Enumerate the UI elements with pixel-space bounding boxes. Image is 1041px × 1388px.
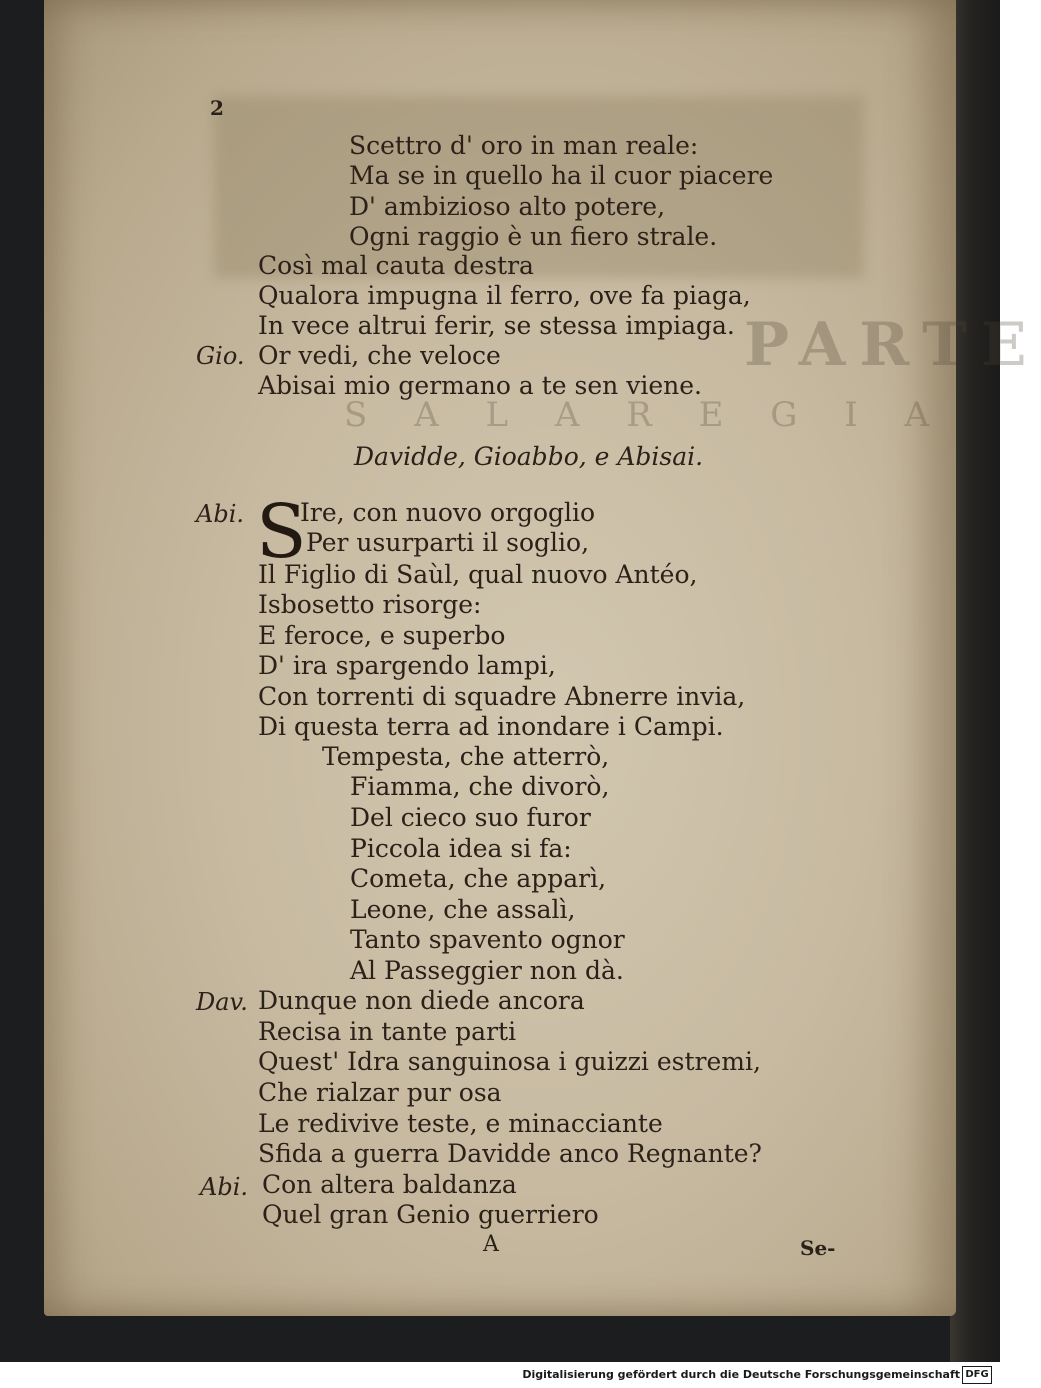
verse-line: Fiamma, che divorò, (350, 772, 610, 801)
verse-line: Così mal cauta destra (258, 251, 534, 280)
verse-line: Che rialzar pur osa (258, 1078, 502, 1107)
verse-line: Recisa in tante parti (258, 1017, 517, 1046)
verse-line: Abisai mio germano a te sen viene. (258, 371, 702, 400)
verse-line: Quel gran Genio guerriero (262, 1200, 599, 1229)
verse-line: E feroce, e superbo (258, 621, 506, 650)
bleed-through-text: PARTE (744, 310, 1041, 380)
verse-line: Leone, che assalì, (350, 895, 576, 924)
verse-line: D' ira spargendo lampi, (258, 651, 556, 680)
speaker-label: Gio. (196, 342, 245, 370)
speaker-label: Dav. (196, 988, 248, 1016)
verse-line: Con torrenti di squadre Abnerre invia, (258, 682, 746, 711)
verse-line: Isbosetto risorge: (258, 590, 482, 619)
verse-line: Dunque non diede ancora (258, 986, 585, 1015)
verse-line: Tanto spavento ognor (350, 925, 625, 954)
verse-line: Scettro d' oro in man reale: (349, 131, 699, 160)
verse-line: Cometa, che apparì, (350, 864, 607, 893)
verse-line: Piccola idea si fa: (350, 834, 572, 863)
verse-line: Ogni raggio è un fiero strale. (349, 222, 718, 251)
verse-line: Tempesta, che atterrò, (322, 742, 610, 771)
speaker-label: Abi. (200, 1173, 248, 1201)
catchword: Se- (800, 1236, 836, 1260)
verse-line: Per usurparti il soglio, (306, 528, 590, 557)
verse-line: Or vedi, che veloce (258, 341, 501, 370)
verse-line: Quest' Idra sanguinosa i guizzi estremi, (258, 1047, 761, 1076)
signature-mark: A (483, 1232, 499, 1257)
verse-line: Ma se in quello ha il cuor piacere (349, 161, 774, 190)
verse-line: Qualora impugna il ferro, ove fa piaga, (258, 281, 751, 310)
speaker-label: Abi. (196, 500, 244, 528)
bleed-through-text: S A L A R E G I A (344, 395, 948, 435)
scene-heading: Davidde, Gioabbo, e Abisai. (354, 442, 704, 471)
verse-line: Sfida a guerra Davidde anco Regnante? (258, 1139, 762, 1168)
verse-line: Al Passeggier non dà. (350, 956, 624, 985)
verse-line: Il Figlio di Saùl, qual nuovo Antéo, (258, 560, 698, 589)
footer-bar (0, 1362, 1000, 1388)
verse-line: Del cieco suo furor (350, 803, 591, 832)
verse-line: Con altera baldanza (262, 1170, 517, 1199)
dfg-logo-icon: DFG (962, 1366, 992, 1384)
verse-line: Ire, con nuovo orgoglio (300, 498, 596, 527)
verse-line: Le redivive teste, e minacciante (258, 1109, 663, 1138)
drop-capital: S (256, 489, 307, 575)
verse-line: D' ambizioso alto potere, (349, 192, 666, 221)
verse-line: Di questa terra ad inondare i Campi. (258, 712, 724, 741)
verse-line: In vece altrui ferir, se stessa impiaga. (258, 311, 735, 340)
funding-notice: Digitalisierung gefördert durch die Deutsche Forschungsgemeinschaft (522, 1368, 960, 1381)
page-number: 2 (210, 96, 224, 120)
